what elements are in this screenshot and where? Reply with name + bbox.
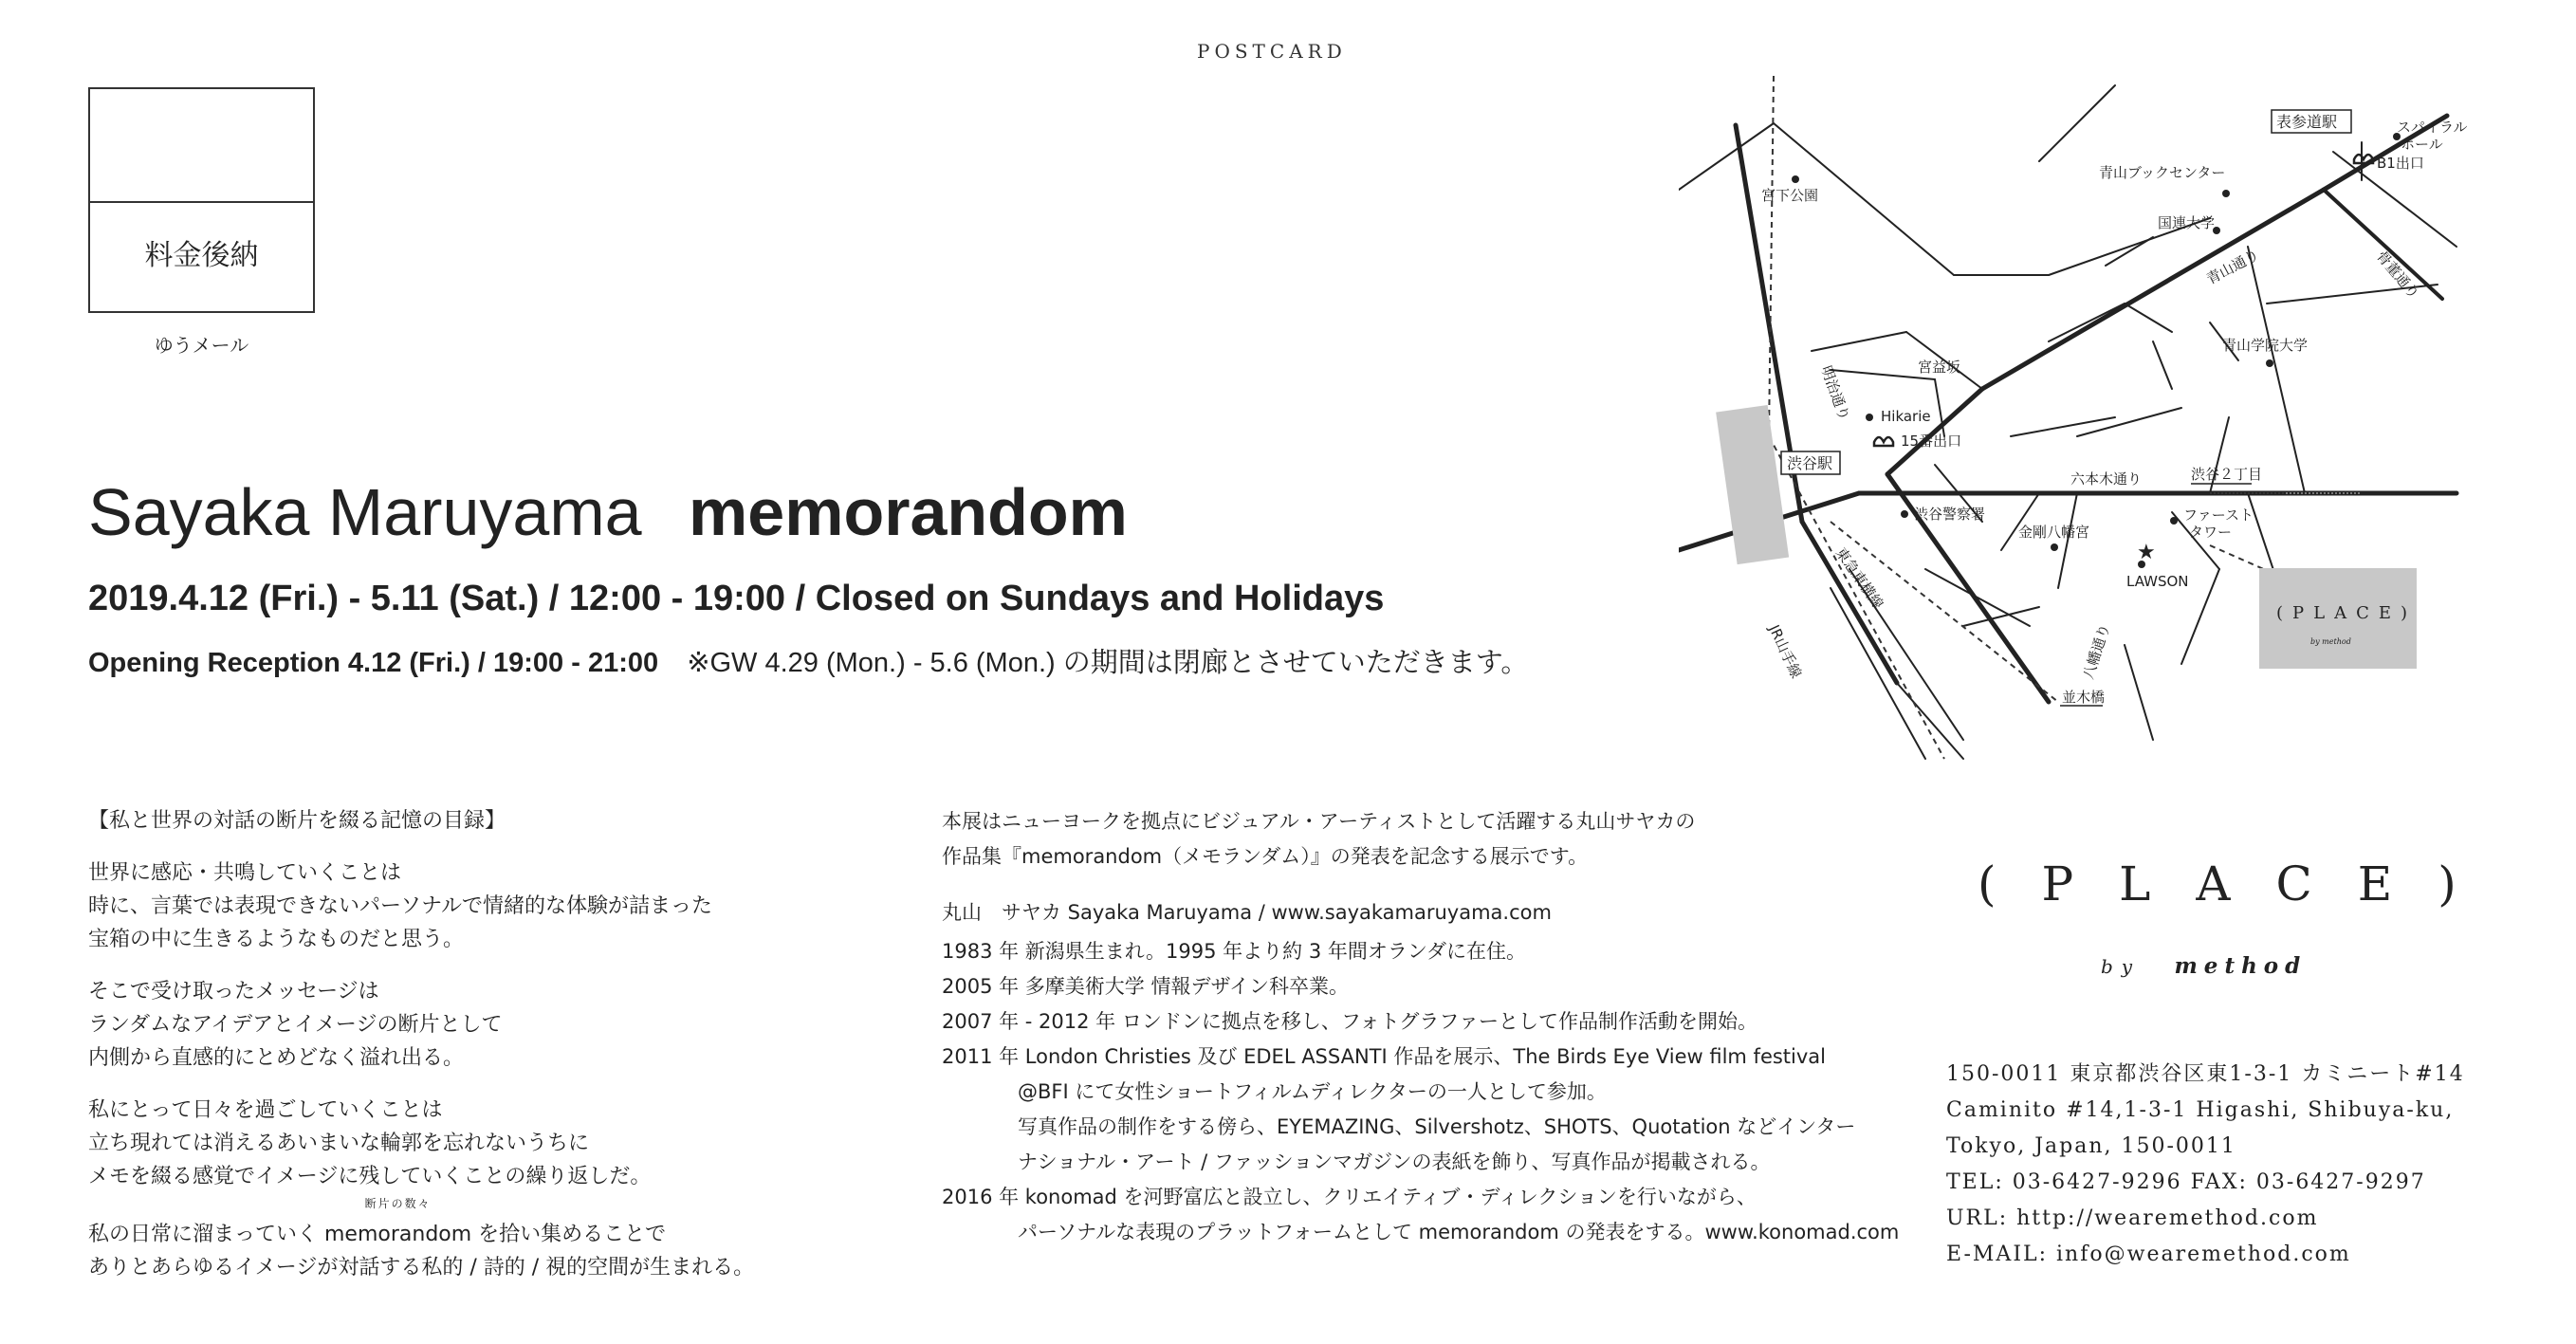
map-label-b1: B1出口 xyxy=(2377,155,2424,172)
statement-line: 立ち現れては消えるあいまいな輪郭を忘れないうちに xyxy=(88,1132,590,1155)
shibuya-station-block xyxy=(1716,405,1789,564)
map-label-police: 渋谷警察署 xyxy=(1914,506,1986,523)
map-label-miyamasuzaka: 宮益坂 xyxy=(1918,359,1961,376)
map-label-namikibashi: 並木橋 xyxy=(2062,689,2106,706)
map-label-toyoko: 東急東横線 xyxy=(1831,543,1887,613)
railway-line xyxy=(1769,76,1774,436)
access-map xyxy=(1679,76,2485,778)
postage-box xyxy=(88,87,315,313)
artist-statement xyxy=(88,804,754,1303)
bio-list xyxy=(942,934,1899,1250)
bio-line: パーソナルな表現のプラットフォームとして memorandom の発表をする。www.konomad.com xyxy=(1018,1221,1900,1243)
statement-line: 世界に感応・共鳴していくことは xyxy=(88,861,402,885)
map-label-aoyama-gakuin: 青山学院大学 xyxy=(2222,337,2309,354)
statement-paragraph xyxy=(88,975,754,1075)
statement-line: 宝箱の中に生きるようなものだと思う。 xyxy=(88,928,465,951)
bio-line: 2005 年 多摩美術大学 情報デザイン科卒業。 xyxy=(942,975,1349,998)
postage-text: 料金後納 xyxy=(144,239,259,272)
postage-box-divider xyxy=(90,201,313,203)
bio-line: @BFI にて女性ショートフィルムディレクターの一人として参加。 xyxy=(1018,1080,1607,1103)
memorandom-ruby: 断片の数々 xyxy=(364,1197,432,1210)
bio-line: 1983 年 新潟県生まれ。1995 年より約 3 年間オランダに在住。 xyxy=(942,940,1527,963)
statement-line: そこで受け取ったメッセージは xyxy=(88,980,379,1003)
bio-line: 写真作品の制作をする傍ら、EYEMAZING、Silvershotz、SHOTS、Quotation などインター xyxy=(1018,1115,1856,1138)
place-logo: (PLACE) xyxy=(1978,856,2502,911)
memorandom-base: memorandom xyxy=(324,1223,472,1246)
statement-line: ありとあらゆるイメージが対話する私的 / 詩的 / 視的空間が生まれる。 xyxy=(88,1256,755,1280)
opening-reception xyxy=(88,641,1528,680)
by-method-logo xyxy=(2101,953,2307,979)
miyashita-park-point xyxy=(1792,175,1799,183)
method-text: method xyxy=(2174,953,2308,979)
bio-line: 2016 年 konomad を河野富広と設立し、クリエイティブ・ディレクションを行いながら、 xyxy=(942,1186,1757,1208)
statement-line: メモを綴る感覚でイメージに残していくことの繰り返しだ。 xyxy=(88,1165,652,1188)
statement-line: 私にとって日々を過ごしていくことは xyxy=(88,1098,443,1122)
map-label-hikarie: Hikarie xyxy=(1881,408,1931,425)
place-map-by: by method xyxy=(2310,637,2351,646)
venue-address xyxy=(1946,1057,2465,1273)
map-label-miyashita: 宮下公園 xyxy=(1761,187,1819,204)
map-label-shibuya2: 渋谷２丁目 xyxy=(2191,466,2263,483)
metro-15-icon xyxy=(1874,437,1893,446)
phone-line: TEL: 03-6427-9296 FAX: 03-6427-9297 xyxy=(1946,1170,2426,1194)
map-label-hachiman-dori: 八幡通り xyxy=(2079,621,2114,682)
artist-name: Sayaka Maruyama xyxy=(88,475,642,549)
work-title: memorandom xyxy=(689,475,1128,549)
statement-line: ランダムなアイデアとイメージの断片として xyxy=(88,1013,503,1037)
hikarie-point xyxy=(1866,414,1873,421)
map-label-meiji-dori: 明治通り xyxy=(1817,363,1853,423)
address-line: Caminito #14,1-3-1 Higashi, Shibuya-ku, xyxy=(1946,1098,2455,1122)
aoyama-gakuin-point xyxy=(2266,359,2273,367)
map-label-abc: 青山ブックセンター xyxy=(2099,164,2226,181)
map-label-yamanote: JR山手線 xyxy=(1765,622,1805,681)
map-label-exit15: 15番出口 xyxy=(1901,433,1962,450)
statement-paragraph xyxy=(88,1094,754,1193)
postcard-label: POSTCARD xyxy=(1197,40,1347,63)
exhibition-dates: 2019.4.12 (Fri.) - 5.11 (Sat.) / 12:00 - 19:00 / Closed on Sundays and Holidays xyxy=(88,579,1385,618)
artist-name-line: 丸山 サヤカ Sayaka Maruyama / www.sayakamaruyama.com xyxy=(942,901,1552,924)
statement-line: 私の日常に溜まっていく xyxy=(88,1223,324,1246)
shibuya-station-label: 渋谷駅 xyxy=(1787,454,1833,472)
intro-line: 本展はニューヨークを拠点にビジュアル・アーティストとして活躍する丸山サヤカの xyxy=(942,810,1696,833)
email-line[interactable]: E-MAIL: info@wearemethod.com xyxy=(1946,1243,2351,1266)
map-label-lawson: LAWSON xyxy=(2126,573,2189,590)
aoyama-book-center-point xyxy=(2222,190,2230,197)
artist-profile xyxy=(942,804,1899,1250)
statement-paragraph xyxy=(88,1197,755,1284)
gw-closure-note: ※GW 4.29 (Mon.) - 5.6 (Mon.) の期間は閉廊とさせていただきます。 xyxy=(687,648,1529,678)
police-point xyxy=(1901,510,1908,518)
statement-paragraph xyxy=(88,856,754,956)
address-line: Tokyo, Japan, 150-0011 xyxy=(1946,1134,2236,1158)
map-label-aoyama-dori: 青山通り xyxy=(2203,246,2262,288)
exhibition-title xyxy=(88,474,1128,550)
omotesando-station-label: 表参道駅 xyxy=(2276,113,2338,131)
statement-line: 時に、言葉では表現できないパーソナルで情緒的な体験が詰まった xyxy=(88,894,713,918)
kotto-dori-road xyxy=(2324,190,2442,299)
street-road xyxy=(1887,389,1982,474)
map-label-spiral: スパイラル xyxy=(2397,119,2468,136)
statement-heading: 【私と世界の対話の断片を綴る記憶の目録】 xyxy=(88,809,506,833)
url-line[interactable]: URL: http://wearemethod.com xyxy=(1946,1206,2319,1230)
first-tower-point xyxy=(2170,517,2178,525)
memorandom-word xyxy=(324,1197,472,1251)
map-label-konno: 金剛八幡宮 xyxy=(2018,524,2090,541)
konno-hachimangu-point xyxy=(2051,543,2058,551)
intro-line: 作品集『memorandom（メモランダム）』の発表を記念する展示です。 xyxy=(942,845,1589,868)
map-label-tower: タワー xyxy=(2189,524,2233,541)
map-label-first: ファースト xyxy=(2183,506,2254,524)
place-map-label: (PLACE) xyxy=(2276,603,2418,623)
map-label-kotto-dori: 骨董通り xyxy=(2372,248,2423,303)
postage-caption: ゆうメール xyxy=(154,334,249,357)
map-label-roppongi-dori: 六本木通り xyxy=(2070,470,2143,488)
by-text: by xyxy=(2101,955,2142,978)
statement-line: 内側から直感的にとめどなく溢れ出る。 xyxy=(88,1046,465,1070)
lawson-star-icon: ★ xyxy=(2137,541,2156,564)
aoyama-dori-road xyxy=(1982,190,2324,389)
map-label-hall: ホール xyxy=(2401,136,2443,153)
bio-line: ナショナル・アート / ファッションマガジンの表紙を飾り、写真作品が掲載される。 xyxy=(1018,1151,1771,1173)
address-line: 150-0011 東京都渋谷区東1-3-1 カミニート#14 xyxy=(1946,1062,2465,1086)
map-label-un: 国連大学 xyxy=(2158,214,2216,231)
jr-yamanote-line xyxy=(1769,436,1944,759)
reception-time: Opening Reception 4.12 (Fri.) / 19:00 - 21:00 xyxy=(88,648,659,678)
bio-line: 2007 年 - 2012 年 ロンドンに拠点を移し、フォトグラファーとして作品制作活動を開始。 xyxy=(942,1010,1757,1033)
bio-line: 2011 年 London Christies 及び EDEL ASSANTI 作品を展示、The Birds Eye View film festival xyxy=(942,1045,1827,1068)
statement-line: を拾い集めることで xyxy=(471,1223,667,1246)
